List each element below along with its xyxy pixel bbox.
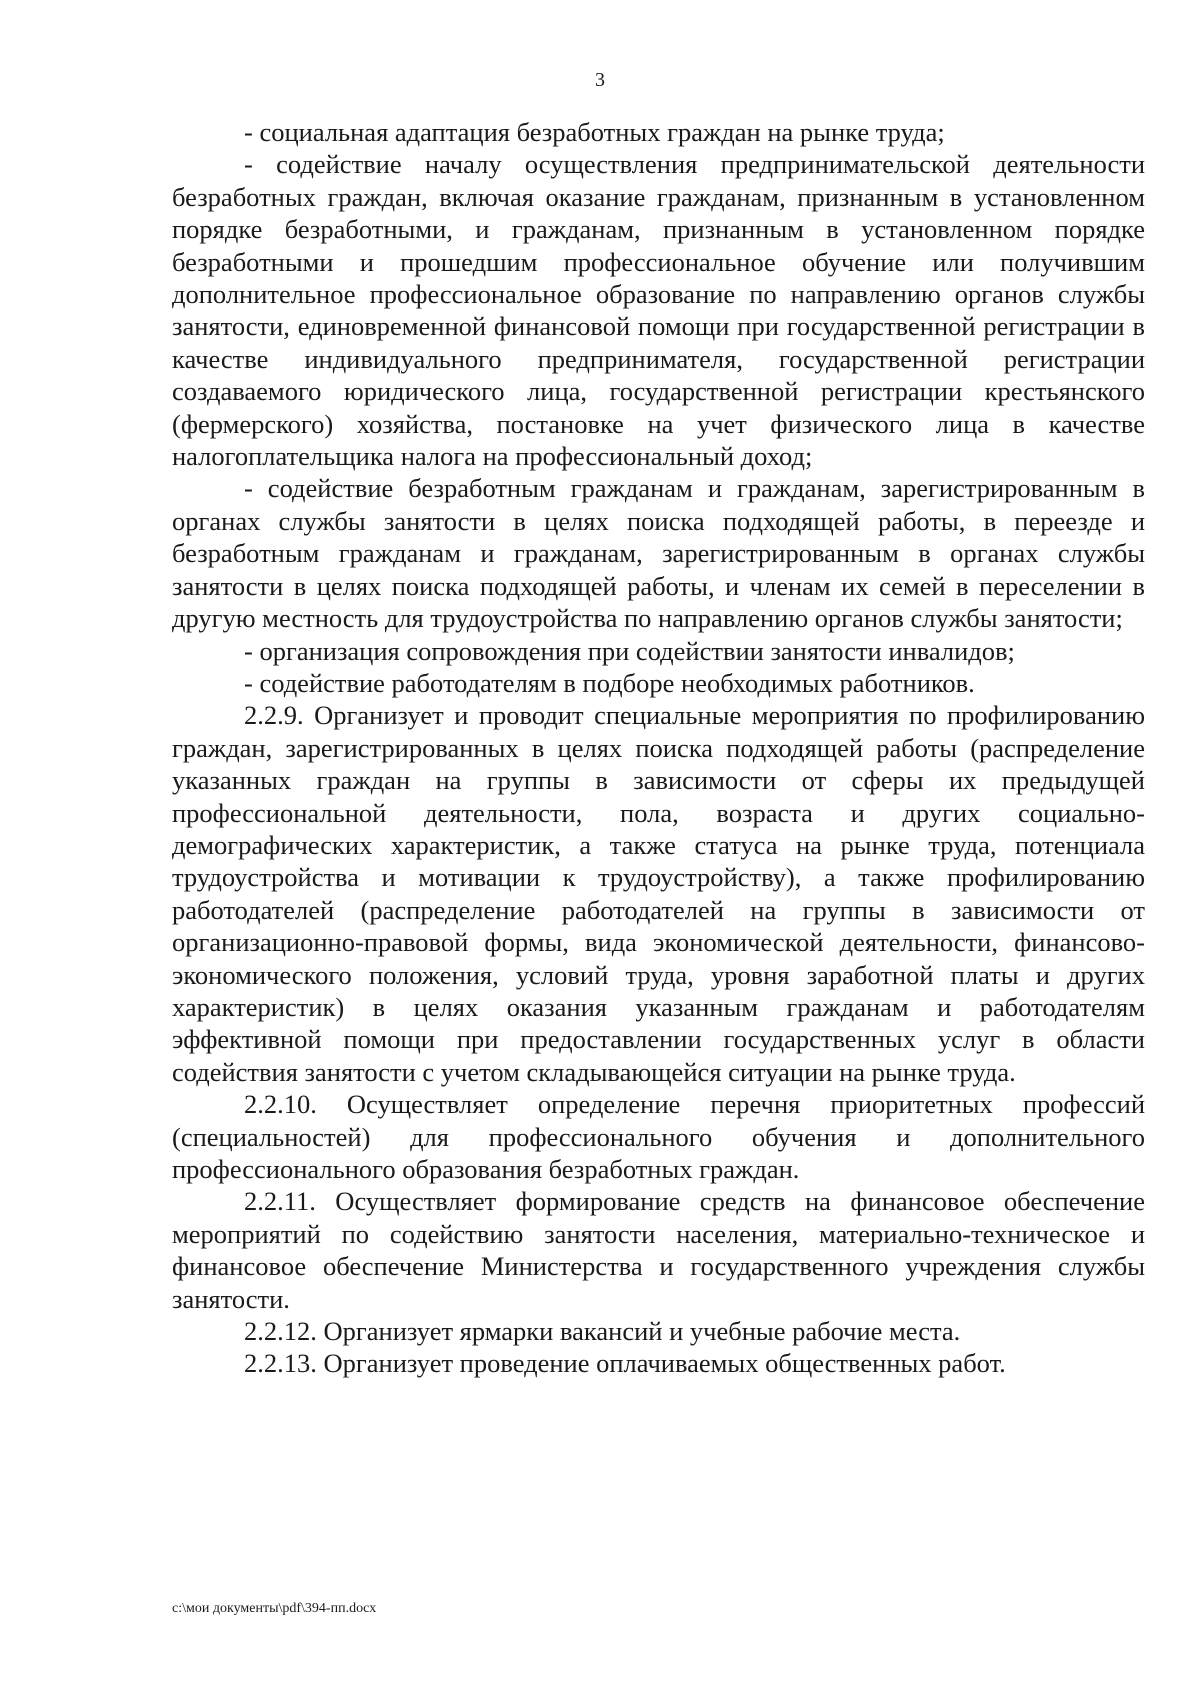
paragraph-2-2-11: 2.2.11. Осуществляет формирование средств на финансовое обеспечение мероприятий по содействию занятости населения, материально-техническое и финансовое обеспечение Министерства и государственного учреждения службы занятости.	[172, 1186, 1145, 1314]
paragraph-2-2-13: 2.2.13. Организует проведение оплачиваемых общественных работ.	[244, 1348, 1006, 1379]
document-body	[172, 116, 1145, 1380]
paragraph-2-2-9: 2.2.9. Организует и проводит специальные мероприятия по профилированию граждан, зарегистрированных в целях поиска подходящей работы (распределение указанных граждан на группы в зависимости от сферы их предыдущей профессиональной деятельности, пола, возраста и других социально-демографических характеристик, а также статуса на рынке труда, потенциала трудоустройства и мотивации к трудоустройству), а также профилированию работодателей (распределение работодателей на группы в зависимости от организационно-правовой формы, вида экономической деятельности, финансово-экономического положения, условий труда, уровня заработной платы и других характеристик) в целях оказания указанным гражданам и работодателям эффективной помощи при предоставлении государственных услуг в области содействия занятости с учетом складывающейся ситуации на рынке труда.	[172, 700, 1145, 1087]
footer-file-path: c:\мои документы\pdf\394-пп.docx	[172, 1601, 377, 1616]
page-number: 3	[595, 69, 605, 91]
paragraph-business-support: - содействие началу осуществления предпринимательской деятельности безработных граждан, включая оказание гражданам, признанным в установленном порядке безработными, и гражданам, признанным в установленном порядке безработными и прошедшим профессиональное обучение или получившим дополнительное профессиональное образование по направлению органов службы занятости, единовременной финансовой помощи при государственной регистрации в качестве индивидуального предпринимателя, государственной регистрации создаваемого юридического лица, государственной регистрации крестьянского (фермерского) хозяйства, постановке на учет физического лица в качестве налогоплательщика налога на профессиональный доход;	[172, 149, 1145, 472]
paragraph-2-2-10: 2.2.10. Осуществляет определение перечня приоритетных профессий (специальностей) для профессионального обучения и дополнительного профессионального образования безработных граждан.	[172, 1089, 1145, 1184]
paragraph-2-2-12: 2.2.12. Организует ярмарки вакансий и учебные рабочие места.	[244, 1316, 961, 1347]
paragraph-relocation-support: - содействие безработным гражданам и гражданам, зарегистрированным в органах службы занятости в целях поиска подходящей работы, в переезде и безработным гражданам и гражданам, зарегистрированным в органах службы занятости в целях поиска подходящей работы, и членам их семей в переселении в другую местность для трудоустройства по направлению органов службы занятости;	[172, 473, 1145, 634]
paragraph-social-adaptation: - социальная адаптация безработных граждан на рынке труда;	[244, 117, 945, 147]
paragraph-disabled-support: - организация сопровождения при содействии занятости инвалидов;	[244, 635, 1015, 666]
paragraph-employer-support: - содействие работодателям в подборе необходимых работников.	[244, 667, 975, 698]
